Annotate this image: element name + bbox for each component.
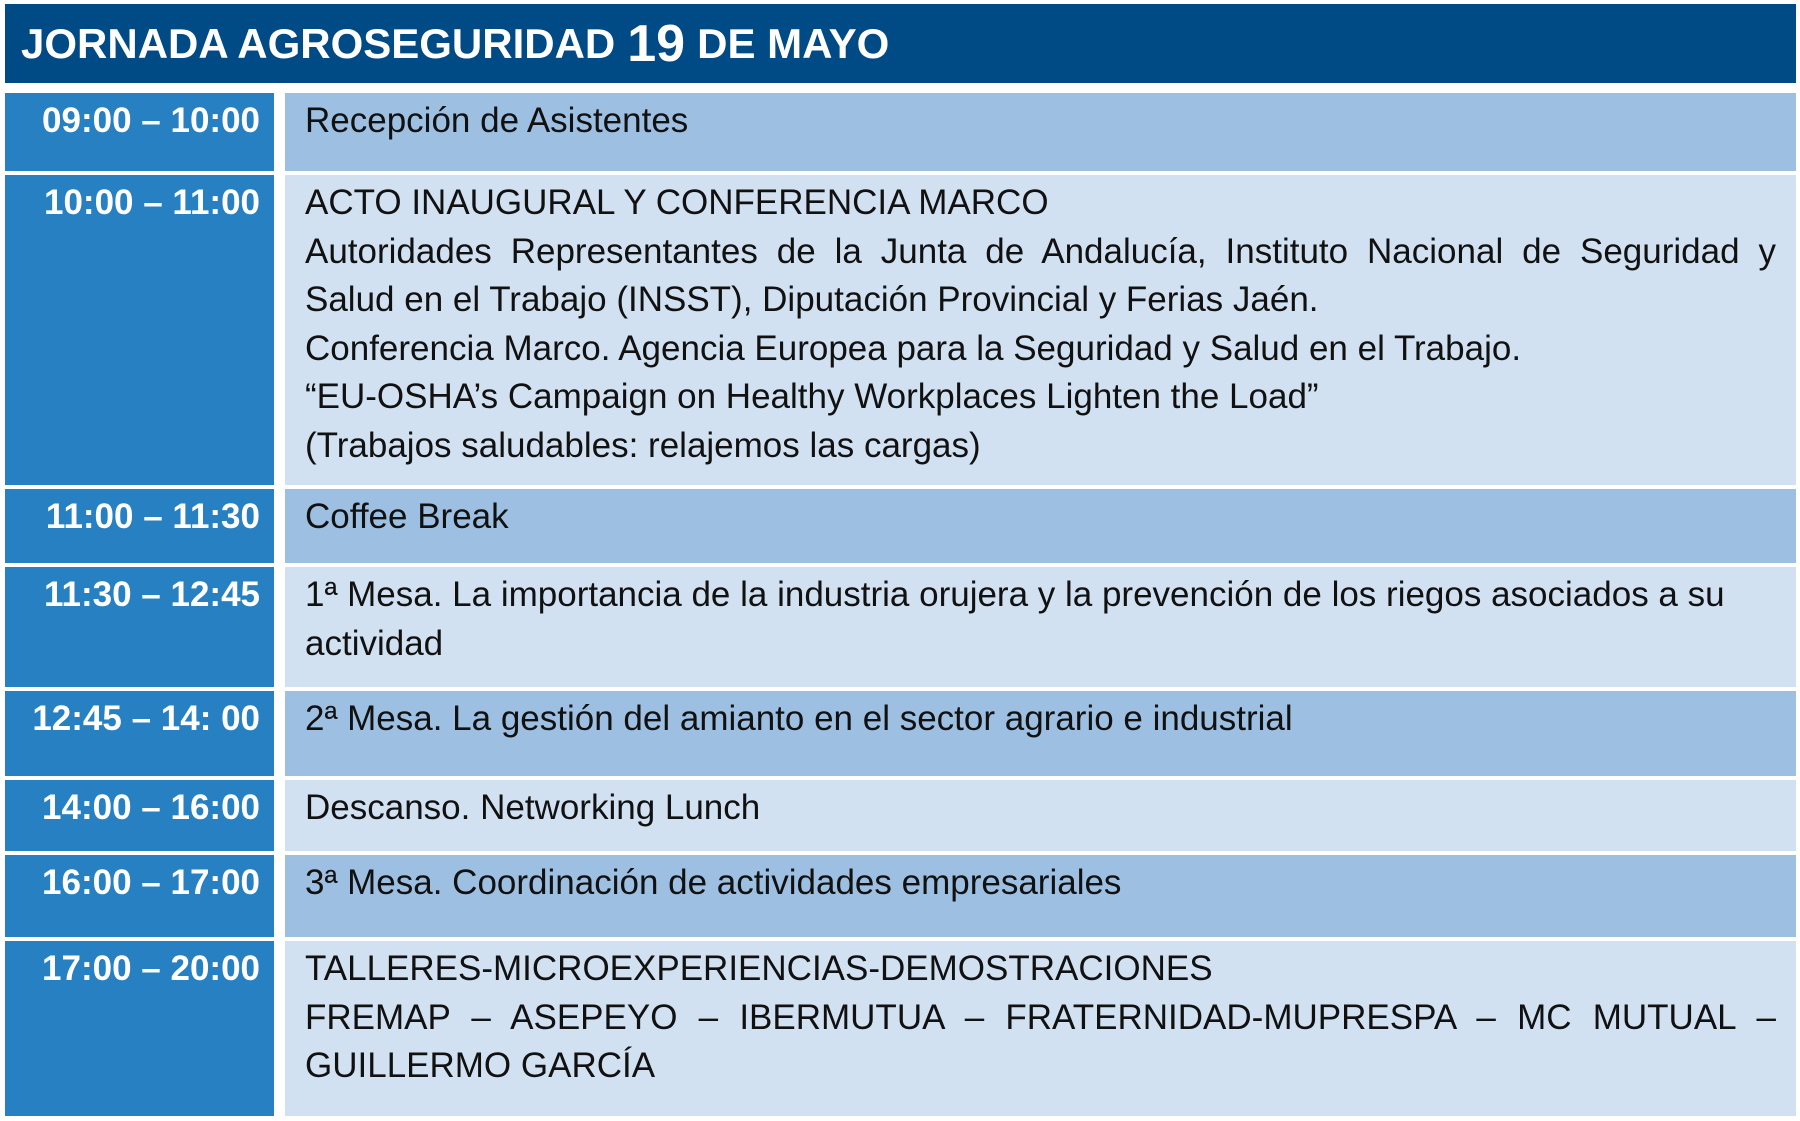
description-line: GUILLERMO GARCÍA	[305, 1046, 656, 1085]
schedule-row	[5, 175, 1796, 485]
schedule-row	[5, 691, 1796, 776]
time-cell: 09:00 – 10:00	[5, 93, 274, 171]
schedule-title	[5, 4, 1796, 83]
schedule-row	[5, 941, 1796, 1116]
description-line: ACTO INAUGURAL Y CONFERENCIA MARCO	[305, 183, 1049, 222]
description-line: FREMAP – ASEPEYO – IBERMUTUA – FRATERNIDAD-MUPRESPA – MC MUTUAL –	[305, 997, 1776, 1037]
time-cell: 14:00 – 16:00	[5, 780, 274, 851]
time-cell: 16:00 – 17:00	[5, 855, 274, 937]
time-cell: 11:30 – 12:45	[5, 567, 274, 687]
description-cell	[285, 941, 1796, 1116]
description-line: Descanso. Networking Lunch	[305, 788, 761, 827]
description-line: Autoridades Representantes de la Junta de Andalucía, Instituto Nacional de Seguridad y	[305, 231, 1776, 271]
schedule-row	[5, 855, 1796, 937]
description-line: Recepción de Asistentes	[305, 101, 689, 140]
description-line: TALLERES-MICROEXPERIENCIAS-DEMOSTRACIONES	[305, 949, 1213, 988]
time-cell: 12:45 – 14: 00	[5, 691, 274, 776]
schedule-row	[5, 780, 1796, 851]
description-line: Conferencia Marco. Agencia Europea para la Seguridad y Salud en el Trabajo.	[305, 328, 1522, 368]
title-prefix: JORNADA AGROSEGURIDAD	[21, 19, 616, 67]
description-line: “EU-OSHA’s Campaign on Healthy Workplaces Lighten the Load”	[305, 377, 1319, 416]
title-suffix: DE MAYO	[697, 19, 890, 67]
schedule-row	[5, 567, 1796, 687]
description-line: Coffee Break	[305, 497, 509, 536]
description-cell	[285, 855, 1796, 937]
description-line: 2ª Mesa. La gestión del amianto en el sector agrario e industrial	[305, 699, 1293, 738]
schedule-row	[5, 93, 1796, 171]
time-cell: 17:00 – 20:00	[5, 941, 274, 1116]
description-line: 1ª Mesa. La importancia de la industria orujera y la prevención de los riegos asociados a su	[305, 575, 1725, 614]
time-cell: 11:00 – 11:30	[5, 489, 274, 563]
description-cell	[285, 691, 1796, 776]
description-cell	[285, 780, 1796, 851]
schedule-row	[5, 489, 1796, 563]
description-line: actividad	[305, 623, 444, 663]
description-cell	[285, 93, 1796, 171]
description-line: Salud en el Trabajo (INSST), Diputación Provincial y Ferias Jaén.	[305, 280, 1319, 319]
time-cell: 10:00 – 11:00	[5, 175, 274, 485]
description-line: 3ª Mesa. Coordinación de actividades empresariales	[305, 863, 1122, 902]
description-cell	[285, 175, 1796, 485]
description-line: (Trabajos saludables: relajemos las cargas)	[305, 425, 981, 465]
description-cell	[285, 489, 1796, 563]
title-day: 19	[627, 14, 686, 73]
description-cell	[285, 567, 1796, 687]
